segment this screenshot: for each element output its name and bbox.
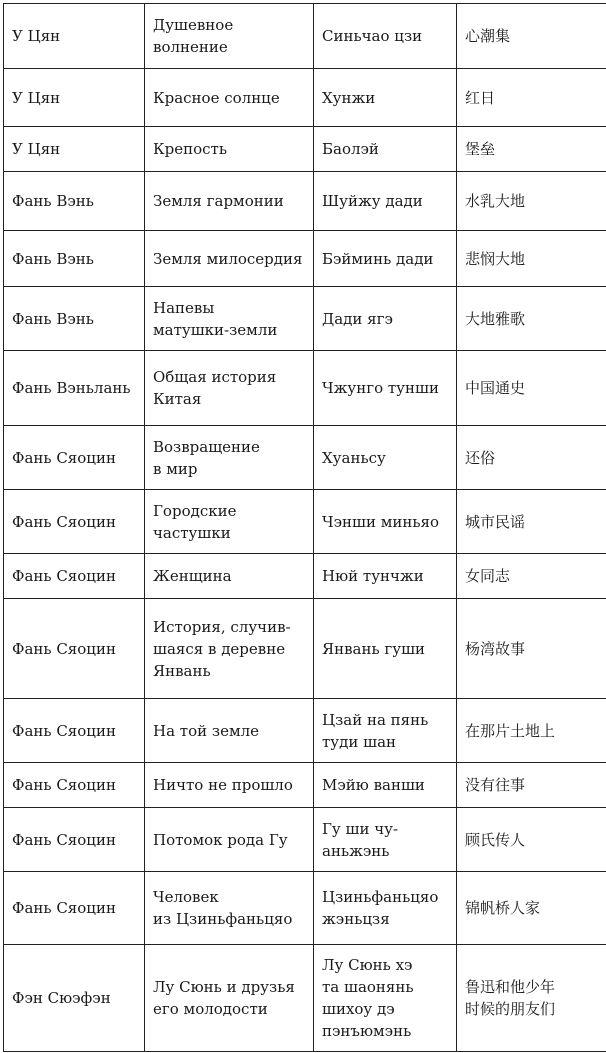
transliteration-cell: [314, 490, 457, 554]
transliteration-cell: [314, 231, 457, 287]
author-text: Фэн Сюэфэн: [12, 989, 111, 1007]
table-row: [4, 351, 606, 426]
table-row: [4, 4, 606, 69]
table-row: [4, 599, 606, 699]
russian-title-cell: [145, 287, 314, 351]
table-row: [4, 426, 606, 490]
chinese-title-cell: [457, 231, 606, 287]
author-text: Фань Сяоцин: [12, 830, 116, 849]
transliteration-cell: [314, 872, 457, 945]
russian-title-text: История, случив- шаяся в деревне Янвань: [153, 617, 291, 680]
transliteration-cell: [314, 172, 457, 231]
author-text: Фань Сяоцин: [12, 721, 116, 740]
russian-title-cell: [145, 763, 314, 808]
russian-title-text: На той земле: [153, 721, 260, 740]
russian-title-cell: [145, 599, 314, 699]
transliteration-cell: [314, 699, 457, 763]
table-row: [4, 699, 606, 763]
transliteration-cell: [314, 599, 457, 699]
russian-title-text: Красное солнце: [153, 88, 280, 107]
table-row: [4, 231, 606, 287]
transliteration-cell: [314, 69, 457, 127]
russian-title-text: Женщина: [153, 567, 232, 585]
chinese-title-text: 还俗: [465, 448, 496, 467]
russian-title-text: Напевы матушки-земли: [153, 298, 278, 339]
chinese-title-cell: [457, 763, 606, 808]
chinese-title-text: 城市民谣: [465, 512, 526, 531]
transliteration-cell: [314, 945, 457, 1052]
author-cell: [4, 172, 145, 231]
author-text: Фань Сяоцин: [12, 512, 116, 531]
chinese-title-cell: [457, 808, 606, 872]
chinese-title-cell: [457, 872, 606, 945]
transliteration-text: Нюй тунчжи: [322, 567, 424, 585]
chinese-title-text: 顾氏传人: [465, 830, 526, 849]
russian-title-text: Крепость: [153, 140, 227, 158]
chinese-title-text: 大地雅歌: [465, 309, 526, 328]
chinese-title-text: 杨湾故事: [465, 639, 526, 658]
transliteration-text: Шуйжу дади: [322, 192, 423, 210]
transliteration-text: Бэйминь дади: [322, 249, 434, 268]
russian-title-cell: [145, 872, 314, 945]
chinese-title-text: 水乳大地: [465, 192, 526, 210]
chinese-title-cell: [457, 287, 606, 351]
author-cell: [4, 127, 145, 172]
chinese-title-cell: [457, 554, 606, 599]
table-row: [4, 872, 606, 945]
russian-title-cell: [145, 699, 314, 763]
chinese-title-cell: [457, 699, 606, 763]
transliteration-text: Цзай на пянь туди шан: [322, 710, 429, 751]
chinese-title-text: 鲁迅和他少年 时候的朋友们: [465, 978, 556, 1018]
author-text: Фань Сяоцин: [12, 639, 116, 658]
transliteration-text: Янвань гуши: [322, 639, 426, 658]
table-row: [4, 287, 606, 351]
russian-title-text: Человек из Цзиньфаньцяо: [153, 888, 293, 928]
author-text: У Цян: [12, 88, 61, 107]
russian-title-text: Ничто не прошло: [153, 776, 293, 794]
russian-title-cell: [145, 426, 314, 490]
transliteration-text: Синьчао цзи: [322, 27, 423, 45]
russian-title-cell: [145, 69, 314, 127]
transliteration-text: Баолэй: [322, 140, 379, 158]
author-cell: [4, 351, 145, 426]
russian-title-cell: [145, 231, 314, 287]
russian-title-cell: [145, 945, 314, 1052]
transliteration-text: Лу Сюнь хэ та шаонянь шихоу дэ пэнъюмэнь: [322, 956, 414, 1040]
chinese-title-cell: [457, 426, 606, 490]
russian-title-text: Земля милосердия: [153, 249, 303, 268]
chinese-title-text: 中国通史: [465, 379, 526, 397]
transliteration-cell: [314, 426, 457, 490]
table-row: [4, 490, 606, 554]
author-text: Фань Сяоцин: [12, 776, 116, 794]
chinese-title-text: 堡垒: [465, 140, 496, 158]
chinese-title-cell: [457, 351, 606, 426]
author-text: Фань Вэнь: [12, 309, 94, 328]
author-text: Фань Вэнь: [12, 249, 94, 268]
transliteration-text: Чэнши миньяо: [322, 512, 440, 531]
transliteration-cell: [314, 763, 457, 808]
table-row: [4, 554, 606, 599]
author-cell: [4, 763, 145, 808]
author-text: Фань Вэньлань: [12, 379, 131, 397]
russian-title-text: Общая история Китая: [153, 368, 277, 408]
chinese-title-text: 红日: [465, 88, 496, 107]
chinese-title-text: 没有往事: [465, 776, 526, 794]
author-cell: [4, 4, 145, 69]
russian-title-cell: [145, 4, 314, 69]
author-cell: [4, 231, 145, 287]
russian-title-cell: [145, 808, 314, 872]
author-cell: [4, 287, 145, 351]
author-cell: [4, 808, 145, 872]
transliteration-cell: [314, 4, 457, 69]
books-table: [3, 3, 606, 1052]
russian-title-text: Земля гармонии: [153, 192, 284, 210]
author-text: Фань Вэнь: [12, 192, 94, 210]
transliteration-text: Чжунго тунши: [322, 379, 439, 397]
chinese-title-text: 锦帆桥人家: [465, 899, 541, 917]
author-cell: [4, 599, 145, 699]
russian-title-text: Возвращение в мир: [153, 437, 260, 478]
russian-title-text: Душевное волнение: [153, 16, 234, 56]
russian-title-text: Потомок рода Гу: [153, 830, 288, 849]
transliteration-text: Мэйю ванши: [322, 776, 425, 794]
russian-title-cell: [145, 490, 314, 554]
author-text: У Цян: [12, 140, 61, 158]
russian-title-text: Лу Сюнь и друзья его молодости: [153, 978, 295, 1018]
transliteration-text: Цзиньфаньцяо жэньцзя: [322, 888, 439, 928]
author-text: Фань Сяоцин: [12, 567, 116, 585]
transliteration-cell: [314, 351, 457, 426]
russian-title-text: Городские частушки: [153, 501, 237, 542]
author-cell: [4, 69, 145, 127]
table-row: [4, 127, 606, 172]
author-cell: [4, 426, 145, 490]
russian-title-cell: [145, 351, 314, 426]
author-cell: [4, 490, 145, 554]
chinese-title-cell: [457, 69, 606, 127]
author-cell: [4, 945, 145, 1052]
author-cell: [4, 872, 145, 945]
table-row: [4, 172, 606, 231]
table-row: [4, 763, 606, 808]
chinese-title-cell: [457, 945, 606, 1052]
transliteration-text: Хунжи: [322, 88, 376, 107]
chinese-title-cell: [457, 172, 606, 231]
table-row: [4, 945, 606, 1052]
table-body: [4, 4, 606, 1052]
russian-title-cell: [145, 127, 314, 172]
author-cell: [4, 699, 145, 763]
transliteration-cell: [314, 287, 457, 351]
author-text: У Цян: [12, 27, 61, 45]
chinese-title-cell: [457, 127, 606, 172]
transliteration-cell: [314, 554, 457, 599]
russian-title-cell: [145, 172, 314, 231]
transliteration-cell: [314, 127, 457, 172]
author-text: Фань Сяоцин: [12, 899, 116, 917]
transliteration-text: Гу ши чу- аньжэнь: [322, 819, 399, 860]
chinese-title-text: 女同志: [465, 567, 511, 585]
chinese-title-text: 悲悯大地: [465, 249, 526, 268]
transliteration-text: Дади ягэ: [322, 309, 393, 328]
chinese-title-cell: [457, 599, 606, 699]
table-row: [4, 69, 606, 127]
chinese-title-cell: [457, 4, 606, 69]
chinese-title-text: 心潮集: [465, 27, 511, 45]
author-text: Фань Сяоцин: [12, 448, 116, 467]
russian-title-cell: [145, 554, 314, 599]
transliteration-cell: [314, 808, 457, 872]
transliteration-text: Хуаньсу: [322, 448, 386, 467]
table-row: [4, 808, 606, 872]
chinese-title-cell: [457, 490, 606, 554]
author-cell: [4, 554, 145, 599]
chinese-title-text: 在那片土地上: [465, 721, 556, 740]
